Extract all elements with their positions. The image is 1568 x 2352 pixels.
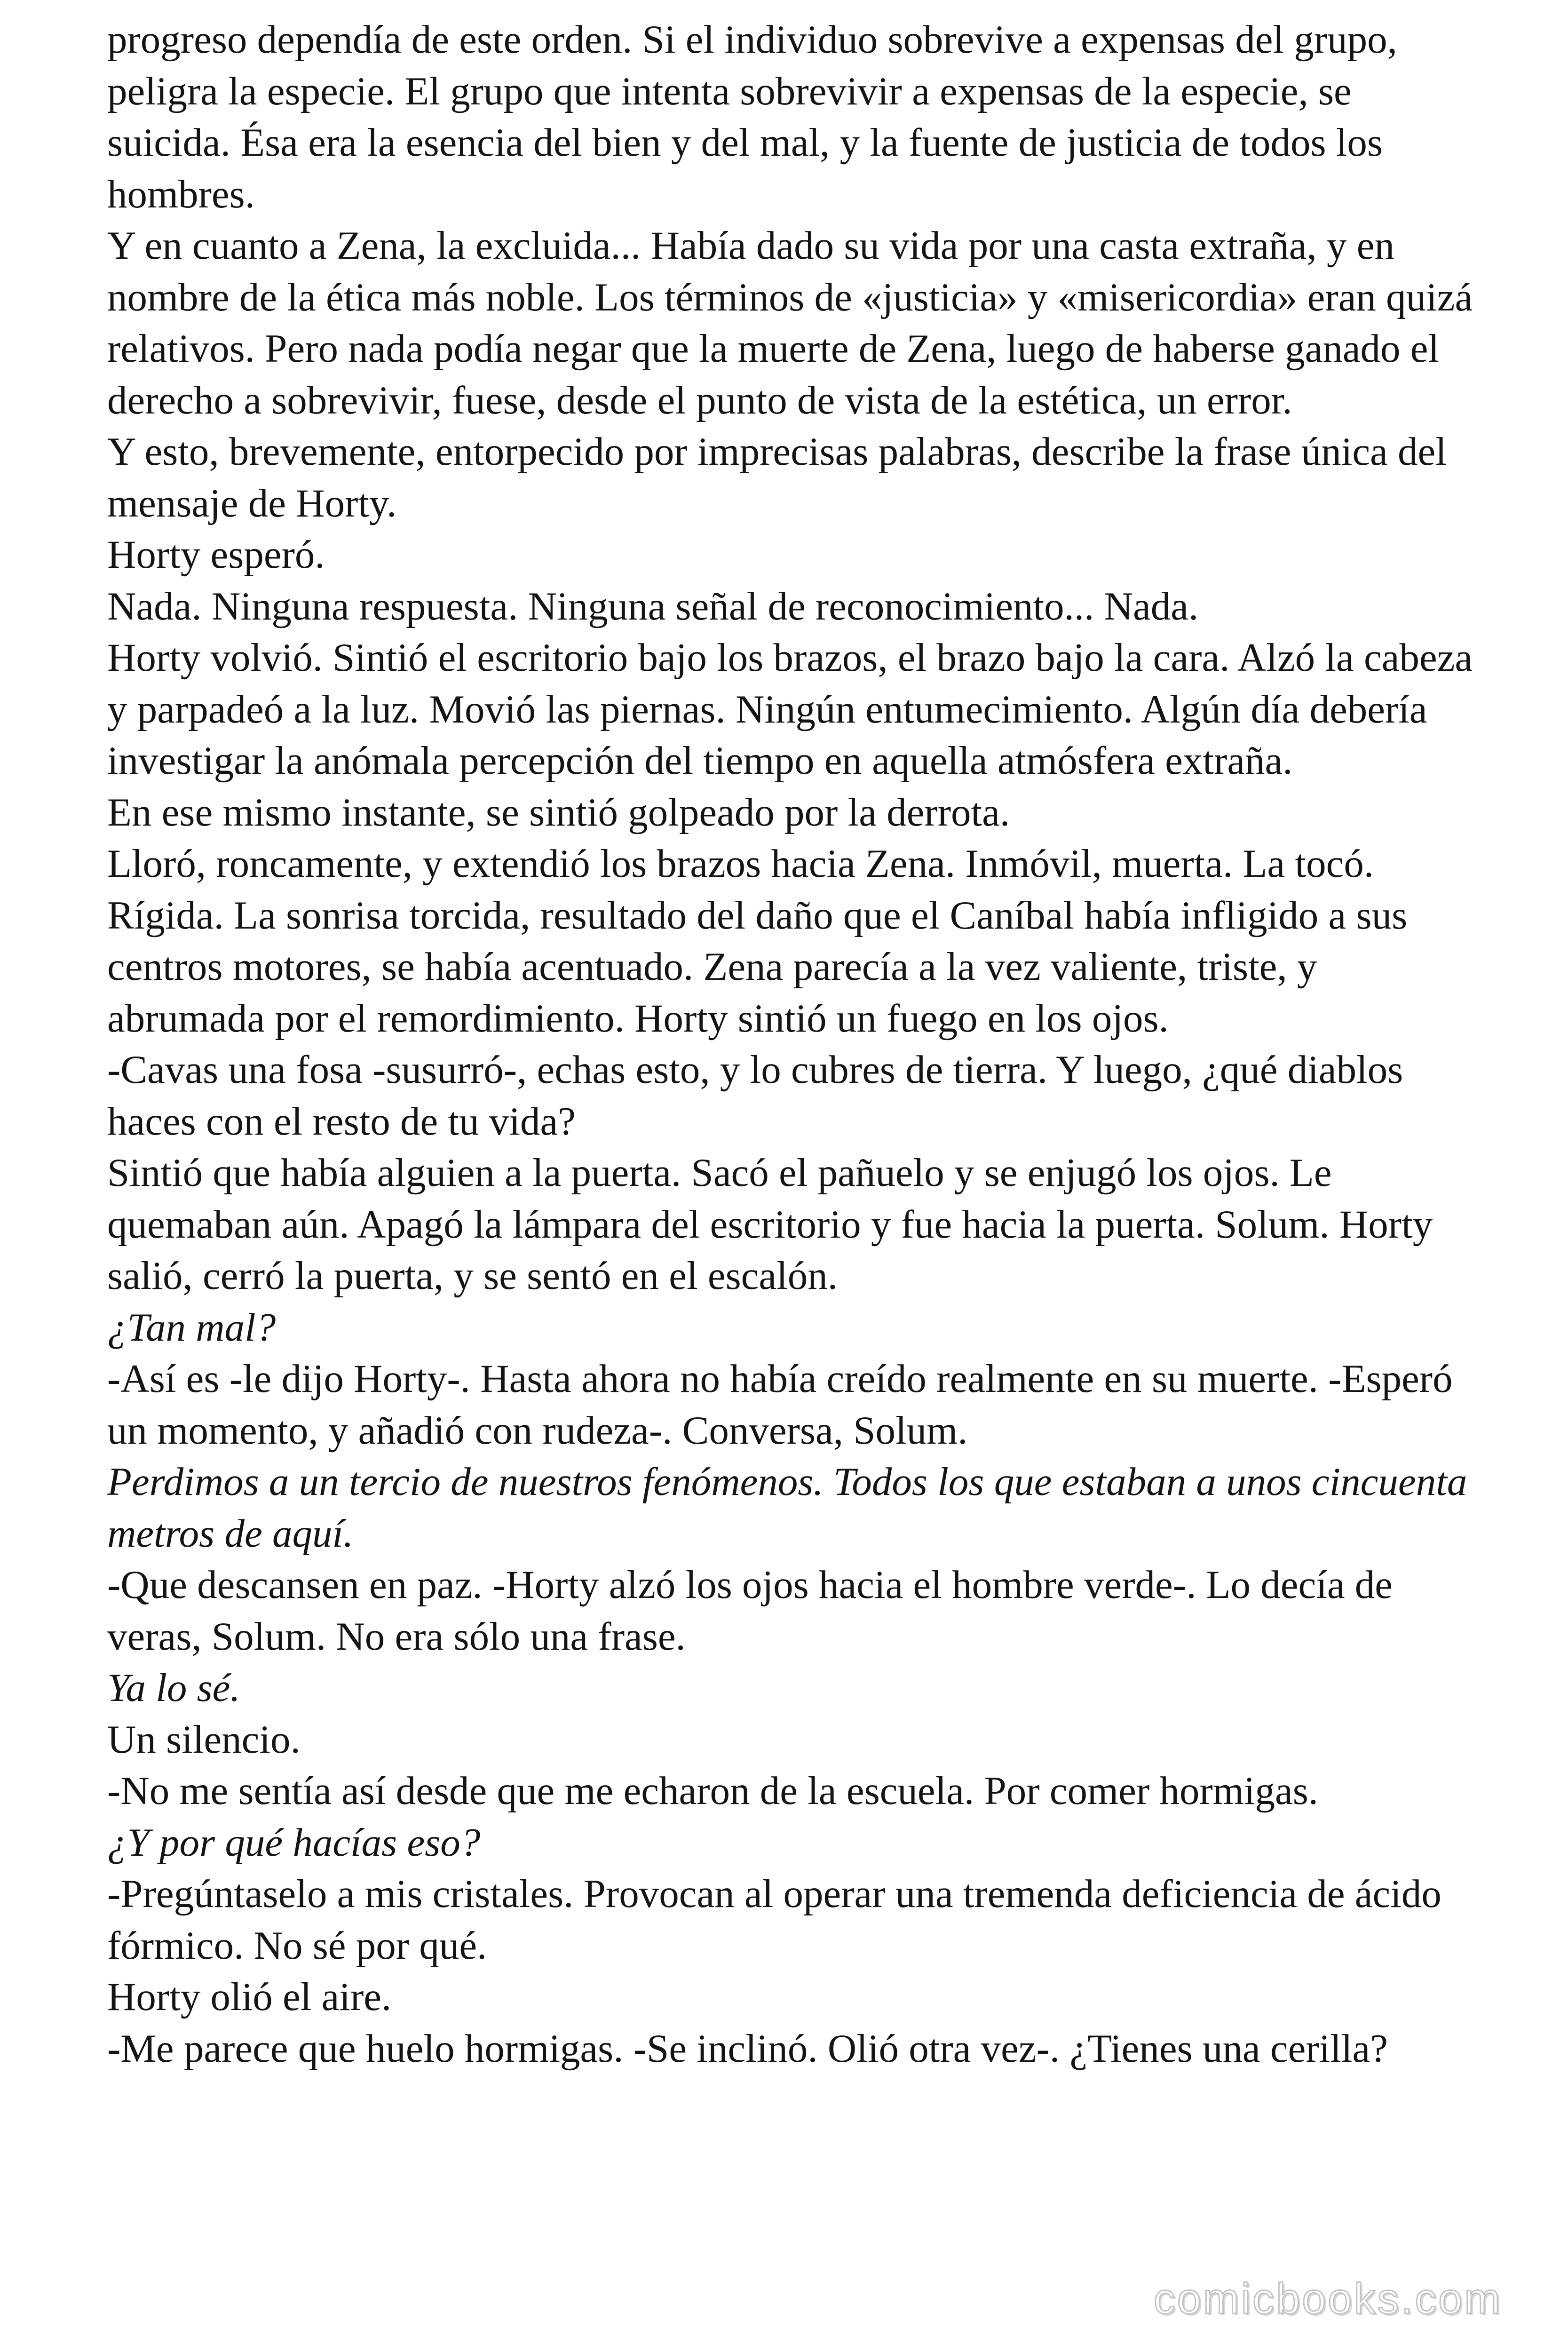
paragraph: -Así es -le dijo Horty-. Hasta ahora no había creído realmente en su muerte. -Esperó un momento, y añadió con rudeza-. Conversa, Solum. <box>107 1357 1453 1453</box>
paragraph: Horty volvió. Sintió el escritorio bajo los brazos, el brazo bajo la cara. Alzó la cabeza y parpadeó a la luz. Movió las piernas. Ningún entumecimiento. Algún día debería investigar la anómala percepción del tiempo en aquella atmósfera extraña. <box>107 636 1473 783</box>
italic-paragraph: ¿Y por qué hacías eso? <box>107 1820 481 1865</box>
italic-paragraph: Perdimos a un tercio de nuestros fenómenos. Todos los que estaban a unos cincuenta metros de aquí. <box>107 1460 1467 1556</box>
paragraph: En ese mismo instante, se sintió golpeado por la derrota. <box>107 790 1010 834</box>
document-page <box>107 14 1481 2074</box>
paragraph: Lloró, roncamente, y extendió los brazos hacia Zena. Inmóvil, muerta. La tocó. Rígida. La sonrisa torcida, resultado del daño que el Caníbal había infligido a sus centros motores, se había acentuado. Zena parecía a la vez valiente, triste, y abrumada por el remordimiento. Horty sintió un fuego en los ojos. <box>107 842 1408 1041</box>
paragraph: Horty olió el aire. <box>107 1975 392 2019</box>
paragraph: progreso dependía de este orden. Si el individuo sobrevive a expensas del grupo, peligra la especie. El grupo que intenta sobrevivir a expensas de la especie, se suicida. Ésa era la esencia del bien y del mal, y la fuente de justicia de todos los hombres. <box>107 17 1397 216</box>
paragraph: Un silencio. <box>107 1717 301 1762</box>
paragraph: -Cavas una fosa -susurró-, echas esto, y lo cubres de tierra. Y luego, ¿qué diablos haces con el resto de tu vida? <box>107 1048 1403 1144</box>
paragraph: -No me sentía así desde que me echaron de la escuela. Por comer hormigas. <box>107 1769 1319 1813</box>
paragraph: -Me parece que huelo hormigas. -Se inclinó. Olió otra vez-. ¿Tienes una cerilla? <box>107 2026 1388 2071</box>
watermark: comicbooks.com <box>1153 2275 1502 2323</box>
italic-paragraph: ¿Tan mal? <box>107 1305 276 1350</box>
paragraph: Y en cuanto a Zena, la excluida... Había dado su vida por una casta extraña, y en nombre de la ética más noble. Los términos de «justicia» y «misericordia» eran quizá relativos. Pero nada podía negar que la muerte de Zena, luego de haberse ganado el derecho a sobrevivir, fuese, desde el punto de vista de la estética, un error. <box>107 223 1473 422</box>
italic-paragraph: Ya lo sé. <box>107 1666 240 1710</box>
paragraph: Y esto, brevemente, entorpecido por imprecisas palabras, describe la frase única del mensaje de Horty. <box>107 429 1447 525</box>
paragraph: -Que descansen en paz. -Horty alzó los ojos hacia el hombre verde-. Lo decía de veras, Solum. No era sólo una frase. <box>107 1563 1393 1659</box>
paragraph: Horty esperó. <box>107 532 325 577</box>
paragraph: Sintió que había alguien a la puerta. Sacó el pañuelo y se enjugó los ojos. Le quemaban aún. Apagó la lámpara del escritorio y fue hacia la puerta. Solum. Horty salió, cerró la puerta, y se sentó en el escalón. <box>107 1151 1433 1298</box>
paragraph: -Pregúntaselo a mis cristales. Provocan al operar una tremenda deficiencia de ácido fórmico. No sé por qué. <box>107 1872 1441 1968</box>
paragraph: Nada. Ninguna respuesta. Ninguna señal de reconocimiento... Nada. <box>107 584 1199 628</box>
